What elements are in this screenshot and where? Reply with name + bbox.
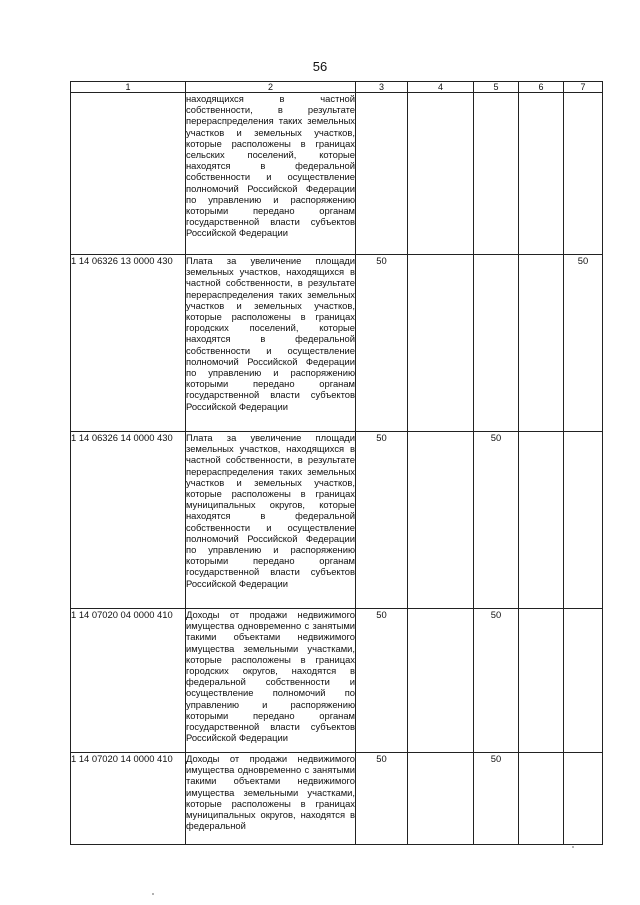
- scan-speck: [572, 846, 574, 848]
- header-row: [71, 82, 603, 93]
- row-value-col-3: 50: [356, 609, 408, 753]
- row-value-col-7: [564, 432, 603, 609]
- row-code: 1 14 06326 13 0000 430: [71, 255, 186, 432]
- row-value-col-4: [408, 432, 474, 609]
- row-description: [186, 93, 356, 255]
- row-description: [186, 432, 356, 609]
- table-row: [71, 753, 603, 845]
- table-row: [71, 93, 603, 255]
- row-value-col-7: [564, 93, 603, 255]
- row-value-col-6: [519, 93, 564, 255]
- row-value-col-5: 50: [474, 432, 519, 609]
- header-col-2: 2: [186, 82, 356, 93]
- row-value-col-7: [564, 753, 603, 845]
- header-col-4: 4: [408, 82, 474, 93]
- row-value-col-4: [408, 93, 474, 255]
- row-description: [186, 255, 356, 432]
- header-col-3: 3: [356, 82, 408, 93]
- header-col-7: 7: [564, 82, 603, 93]
- row-description-text: Плата за увеличение площади земельных участков, находящихся в частной собственности, в результате перераспределения таких земельных участков и земельных участков, которые расположены в границах городских поселений, которые находятся в федеральной собственности и осуществление полномочий Российской Федерации по управлению и распоряжению которыми передано органам государственной власти субъектов Российской Федерации: [186, 255, 355, 412]
- row-code: 1 14 07020 04 0000 410: [71, 609, 186, 753]
- table-row: [71, 609, 603, 753]
- row-value-col-4: [408, 753, 474, 845]
- row-code: [71, 93, 186, 255]
- row-code: 1 14 07020 14 0000 410: [71, 753, 186, 845]
- table-row: [71, 255, 603, 432]
- header-col-5: 5: [474, 82, 519, 93]
- row-value-col-4: [408, 609, 474, 753]
- row-description-text: Доходы от продажи недвижимого имущества одновременно с занятыми такими объектами недвижимого имущества земельными участками, которые расположены в границах муниципальных округов, находятся в федеральной: [186, 753, 355, 832]
- row-value-col-3: 50: [356, 753, 408, 845]
- row-value-col-7: 50: [564, 255, 603, 432]
- page-number: 56: [312, 59, 328, 74]
- row-value-col-7: [564, 609, 603, 753]
- row-description: [186, 753, 356, 845]
- row-description-text: находящихся в частной собственности, в результате перераспределения таких земельных участков и земельных участков, которые расположены в границах сельских поселений, которые находятся в федеральной собственности и осуществление полномочий Российской Федерации по управлению и распоряжению которыми передано органам государственной власти субъектов Российской Федерации: [186, 93, 355, 239]
- row-value-col-6: [519, 753, 564, 845]
- row-value-col-6: [519, 255, 564, 432]
- row-description-text: Плата за увеличение площади земельных участков, находящихся в частной собственности, в результате перераспределения таких земельных участков и земельных участков, которые расположены в границах муниципальных округов, которые находятся в федеральной собственности и осуществление полномочий Российской Федерации по управлению и распоряжению которыми передано органам государственной власти субъектов Российской Федерации: [186, 432, 355, 589]
- row-description: [186, 609, 356, 753]
- table-row: [71, 432, 603, 609]
- row-value-col-5: 50: [474, 609, 519, 753]
- row-value-col-6: [519, 609, 564, 753]
- scan-speck: [152, 893, 154, 895]
- row-description-text: Доходы от продажи недвижимого имущества одновременно с занятыми такими объектами недвижимого имущества земельными участками, которые расположены в границах городских округов, находятся в федеральной собственности и осуществление полномочий по управлению и распоряжению которыми передано органам государственной власти субъектов Российской Федерации: [186, 609, 355, 744]
- revenue-table: [70, 81, 603, 845]
- row-value-col-6: [519, 432, 564, 609]
- row-value-col-5: [474, 255, 519, 432]
- row-value-col-5: [474, 93, 519, 255]
- row-value-col-5: 50: [474, 753, 519, 845]
- row-code: 1 14 06326 14 0000 430: [71, 432, 186, 609]
- row-value-col-3: 50: [356, 255, 408, 432]
- header-col-6: 6: [519, 82, 564, 93]
- row-value-col-4: [408, 255, 474, 432]
- row-value-col-3: [356, 93, 408, 255]
- row-value-col-3: 50: [356, 432, 408, 609]
- header-col-1: 1: [71, 82, 186, 93]
